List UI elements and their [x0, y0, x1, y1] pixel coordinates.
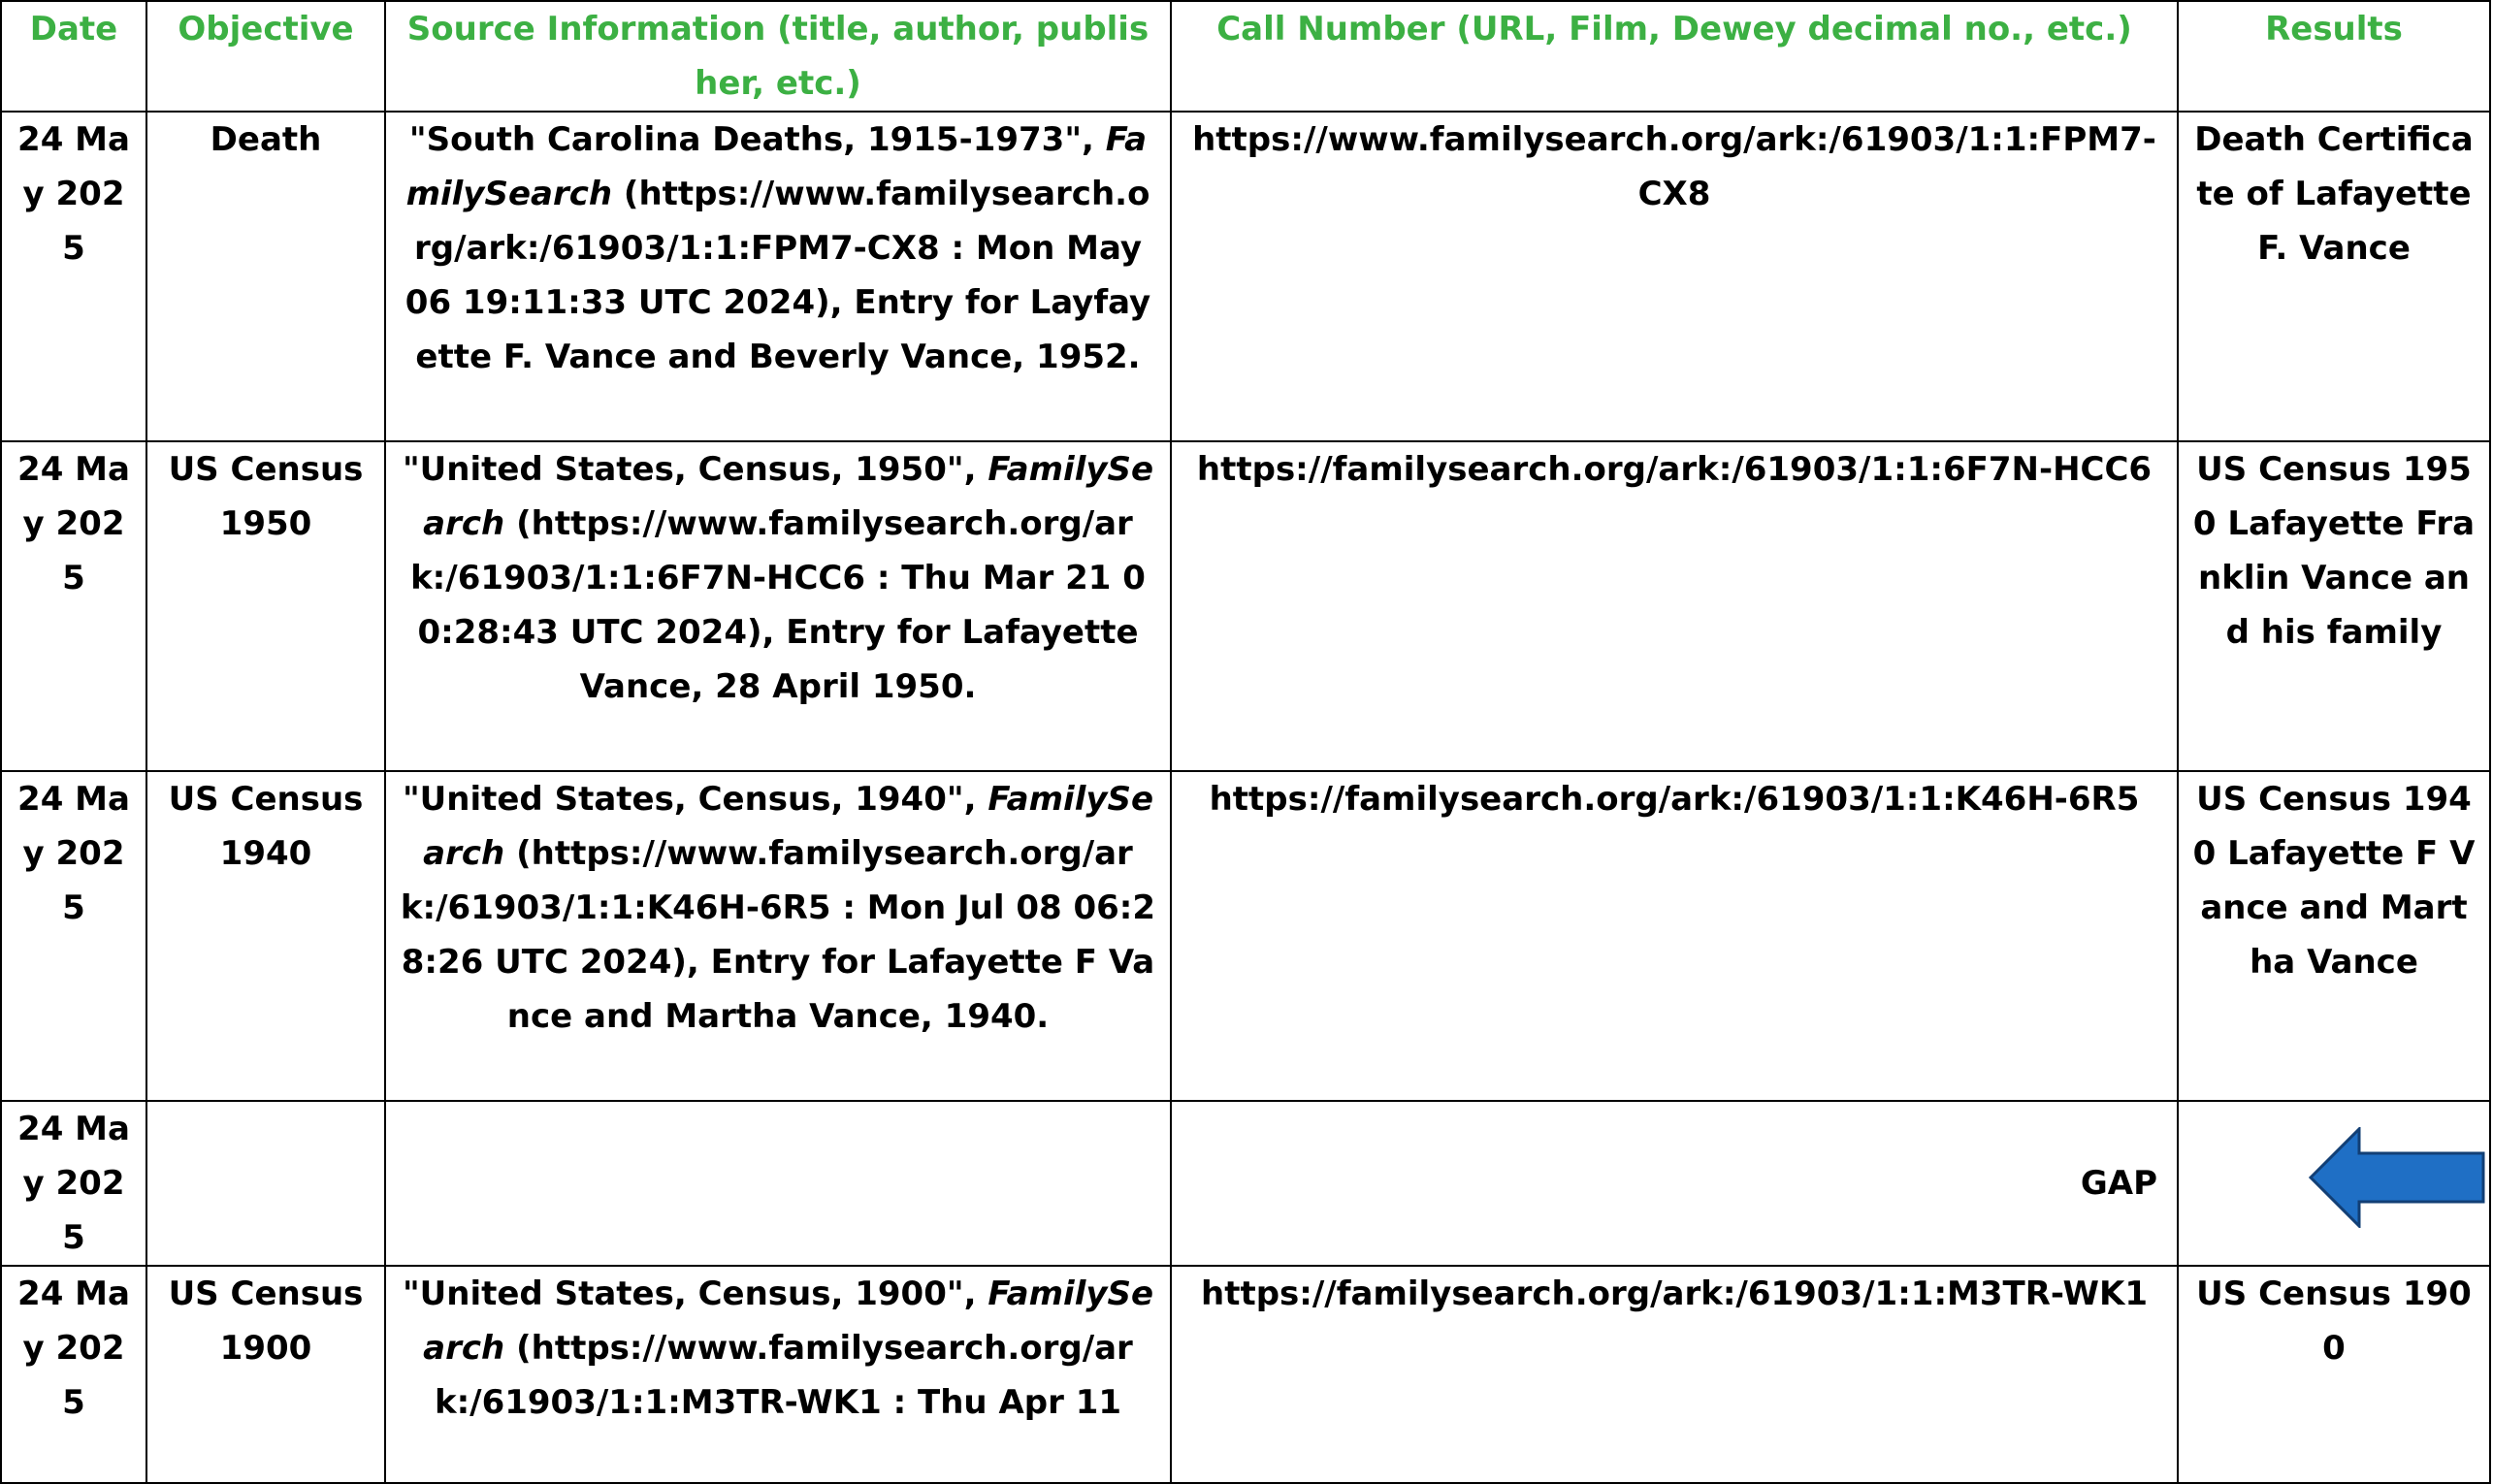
date-cell: 24 May 2025: [1, 1101, 146, 1266]
source-cell: [385, 112, 1171, 441]
source-title: "United States, Census, 1950",: [402, 450, 988, 489]
results-cell: US Census 1900: [2178, 1266, 2490, 1483]
call-number-cell: https://familysearch.org/ark:/61903/1:1:6F7N-HCC6: [1171, 441, 2178, 771]
source-cell: [385, 1266, 1171, 1483]
source-title: "United States, Census, 1900",: [402, 1274, 988, 1313]
source-website: FamilySearch: [423, 450, 1154, 543]
source-website: FamilySearch: [423, 780, 1154, 873]
call-number-cell: https://familysearch.org/ark:/61903/1:1:K46H-6R5: [1171, 771, 2178, 1101]
date-cell: 24 May 2025: [1, 112, 146, 441]
results-cell: US Census 1940 Lafayette F Vance and Martha Vance: [2178, 771, 2490, 1101]
objective-cell: US Census 1900: [146, 1266, 385, 1483]
header-call-number: Call Number (URL, Film, Dewey decimal no., etc.): [1171, 1, 2178, 112]
table-row: [1, 1266, 2490, 1483]
source-citation: (https://www.familysearch.org/ark:/61903/1:1:M3TR-WK1 : Thu Apr 11: [434, 1329, 1133, 1422]
header-objective: Objective: [146, 1, 385, 112]
objective-cell: US Census 1950: [146, 441, 385, 771]
source-title: "South Carolina Deaths, 1915-1973",: [408, 120, 1106, 159]
source-citation: (https://www.familysearch.org/ark:/61903/1:1:6F7N-HCC6 : Thu Mar 21 00:28:43 UTC 2024), Entry for Lafayette Vance, 28 April 1950.: [410, 504, 1146, 706]
table-row-gap: [1, 1101, 2490, 1266]
source-title: "United States, Census, 1940",: [402, 780, 988, 819]
header-source-information: Source Information (title, author, publisher, etc.): [385, 1, 1171, 112]
date-cell: 24 May 2025: [1, 441, 146, 771]
results-cell: Death Certificate of Lafayette F. Vance: [2178, 112, 2490, 441]
gap-label-cell: [1171, 1101, 2178, 1266]
left-arrow-shape: [2311, 1129, 2483, 1226]
table-row: [1, 441, 2490, 771]
source-website: FamilySearch: [423, 1274, 1154, 1368]
source-cell: [385, 441, 1171, 771]
objective-cell: [146, 1101, 385, 1266]
table-row: [1, 771, 2490, 1101]
header-results: Results: [2178, 1, 2490, 112]
date-cell: 24 May 2025: [1, 771, 146, 1101]
call-number-cell: https://familysearch.org/ark:/61903/1:1:M3TR-WK1: [1171, 1266, 2178, 1483]
gap-label: GAP: [2080, 1164, 2157, 1203]
source-cell: [385, 771, 1171, 1101]
call-number-cell: https://www.familysearch.org/ark:/61903/1:1:FPM7-CX8: [1171, 112, 2178, 441]
source-cell: [385, 1101, 1171, 1266]
date-cell: 24 May 2025: [1, 1266, 146, 1483]
source-website: FamilySearch: [405, 120, 1148, 213]
source-citation: (https://www.familysearch.org/ark:/61903/1:1:K46H-6R5 : Mon Jul 08 06:28:26 UTC 2024), Entry for Lafayette F Vance and Martha Vance, 1940.: [400, 834, 1156, 1036]
header-date: Date: [1, 1, 146, 112]
header-row: [1, 1, 2490, 112]
results-cell: US Census 1950 Lafayette Franklin Vance and his family: [2178, 441, 2490, 771]
objective-cell: Death: [146, 112, 385, 441]
left-arrow-icon: [2309, 1127, 2485, 1228]
table-row: [1, 112, 2490, 441]
objective-cell: US Census 1940: [146, 771, 385, 1101]
source-citation: (https://www.familysearch.org/ark:/61903/1:1:FPM7-CX8 : Mon May 06 19:11:33 UTC 2024), Entry for Layfayette F. Vance and Beverly Vance, 1952.: [405, 175, 1151, 376]
